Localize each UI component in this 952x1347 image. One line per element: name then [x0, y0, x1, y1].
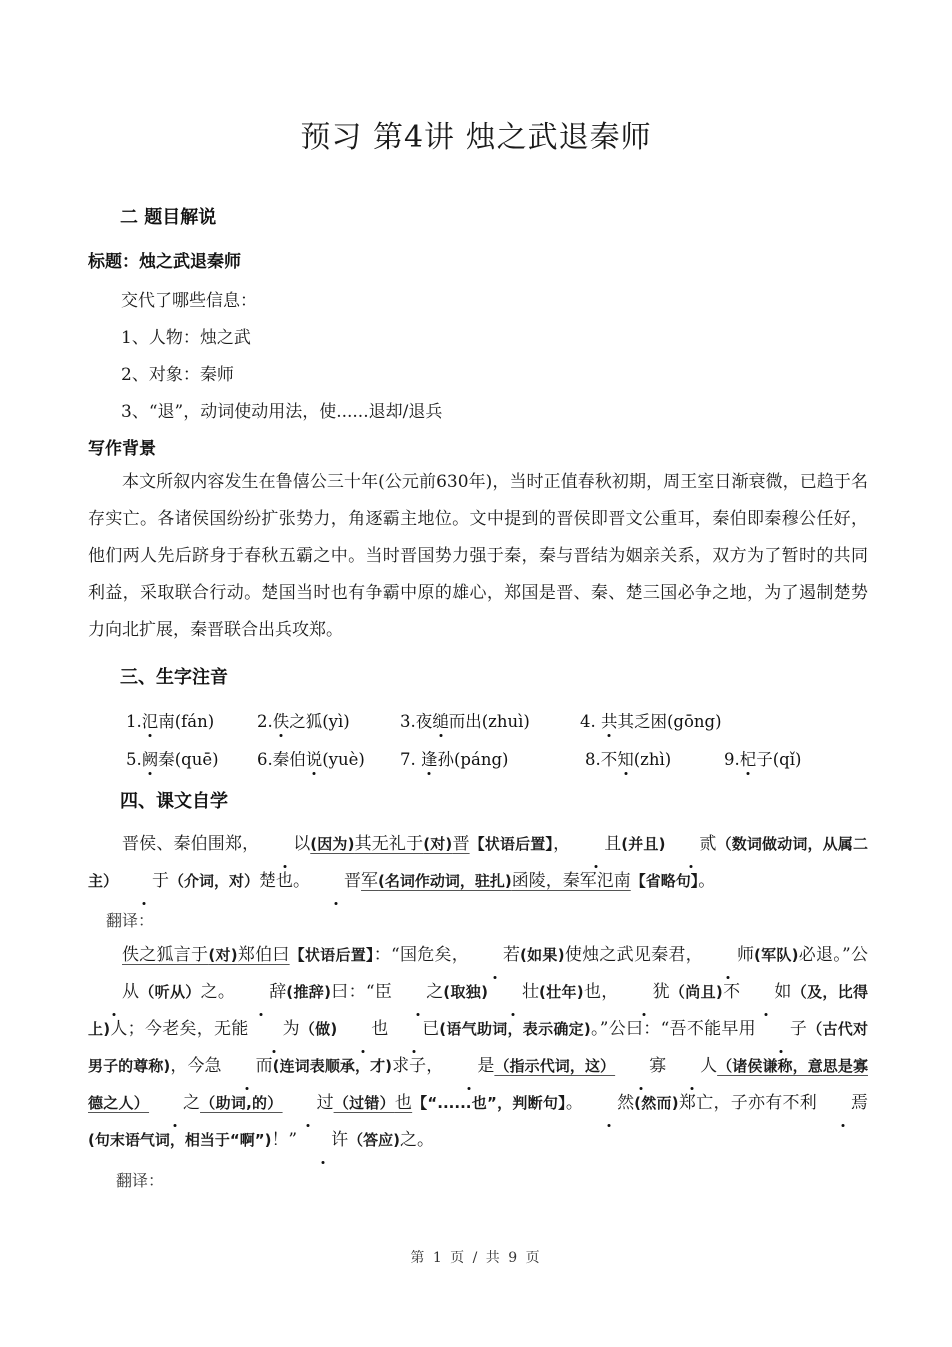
background-paragraph: 本文所叙内容发生在鲁僖公三十年(公元前630年)，当时正值春秋初期，周王室日渐衰微，已趋于名存实亡。各诸侯国纷纷扩张势力，角逐霸主地位。文中提到的晋侯即晋文公重耳，秦伯即秦穆公任好，他们两人先后跻身于春秋五霸之中。当时晋国势力强于秦，秦与晋结为姻亲关系，双方为了暂时的共同利益，采取联合行动。楚国当时也有争霸中原的雄心，郑国是晋、秦、楚三国必争之地，为了遏制楚势力向北扩展，秦晋联合出兵攻郑。	[88, 472, 868, 640]
section-heading-pronunciation: 三、生字注音	[120, 667, 228, 688]
pinyin-item: 9.杞子(qǐ)	[724, 746, 801, 770]
pinyin-item: 4. 共其乏困(gōng)	[580, 708, 722, 732]
background-heading: 写作背景	[88, 439, 156, 459]
text-paragraph-2: 佚之狐言于(对)郑伯曰【状语后置】：“国危矣， 若(如果)使烛之武见秦君， 师(军队)必退。”公从（听从）之。 辞(推辞)曰：“臣 之(取独) 壮(壮年)也， 犹（尚且)不 如（及，比得上)人；今老矣，无能 为（做) 也 已(语气助词，表示确定)。”公曰：“吾不能早用 子（古代对男子的尊称)，今急 而(连词表顺承，才)求子， 是（指示代词，这） 寡 人（诸侯谦称，意思是寡德之人） 之（助词,的） 过（过错）也【“......也”，判断句】。 然(然而)郑亡，子亦有不利 焉(句末语气词，相当于“啊”)！” 许（答应)之。	[88, 937, 868, 1159]
pinyin-item: 6.秦伯说(yuè)	[257, 746, 365, 770]
pinyin-item: 3.夜缒而出(zhuì)	[400, 708, 530, 732]
pinyin-item: 5.阙秦(quē)	[126, 746, 219, 770]
section-heading-topic: 二 题目解说	[120, 207, 217, 228]
pinyin-item: 8.不知(zhì)	[585, 746, 671, 770]
info-item: 2、对象：秦师	[121, 365, 234, 385]
page-number: 第 1 页 / 共 9 页	[410, 1250, 542, 1266]
pinyin-item: 2.佚之狐(yì)	[257, 708, 350, 732]
info-item: 3、“退”，动词使动用法，使......退却/退兵	[121, 402, 443, 422]
translation-label: 翻译：	[116, 1171, 165, 1190]
page-title: 预习 第4讲 烛之武退秦师	[300, 120, 652, 155]
section-heading-self-study: 四、课文自学	[120, 791, 228, 812]
pinyin-item: 7. 逢孙(páng)	[400, 746, 508, 770]
info-item: 1、人物：烛之武	[121, 328, 251, 348]
text-paragraph-1: 晋侯、秦伯围郑， 以(因为)其无礼于(对)晋【状语后置】， 且(并且) 贰（数词做动词，从属二主） 于（介词，对）楚也。 晋军(名词作动词，驻扎)函陵，秦军氾南【省略句】。	[88, 826, 868, 900]
intro-line: 交代了哪些信息：	[121, 291, 257, 311]
title-explanation: 标题：烛之武退秦师	[88, 252, 241, 272]
translation-label: 翻译：	[106, 911, 155, 930]
pinyin-item: 1.氾南(fán)	[126, 708, 214, 732]
